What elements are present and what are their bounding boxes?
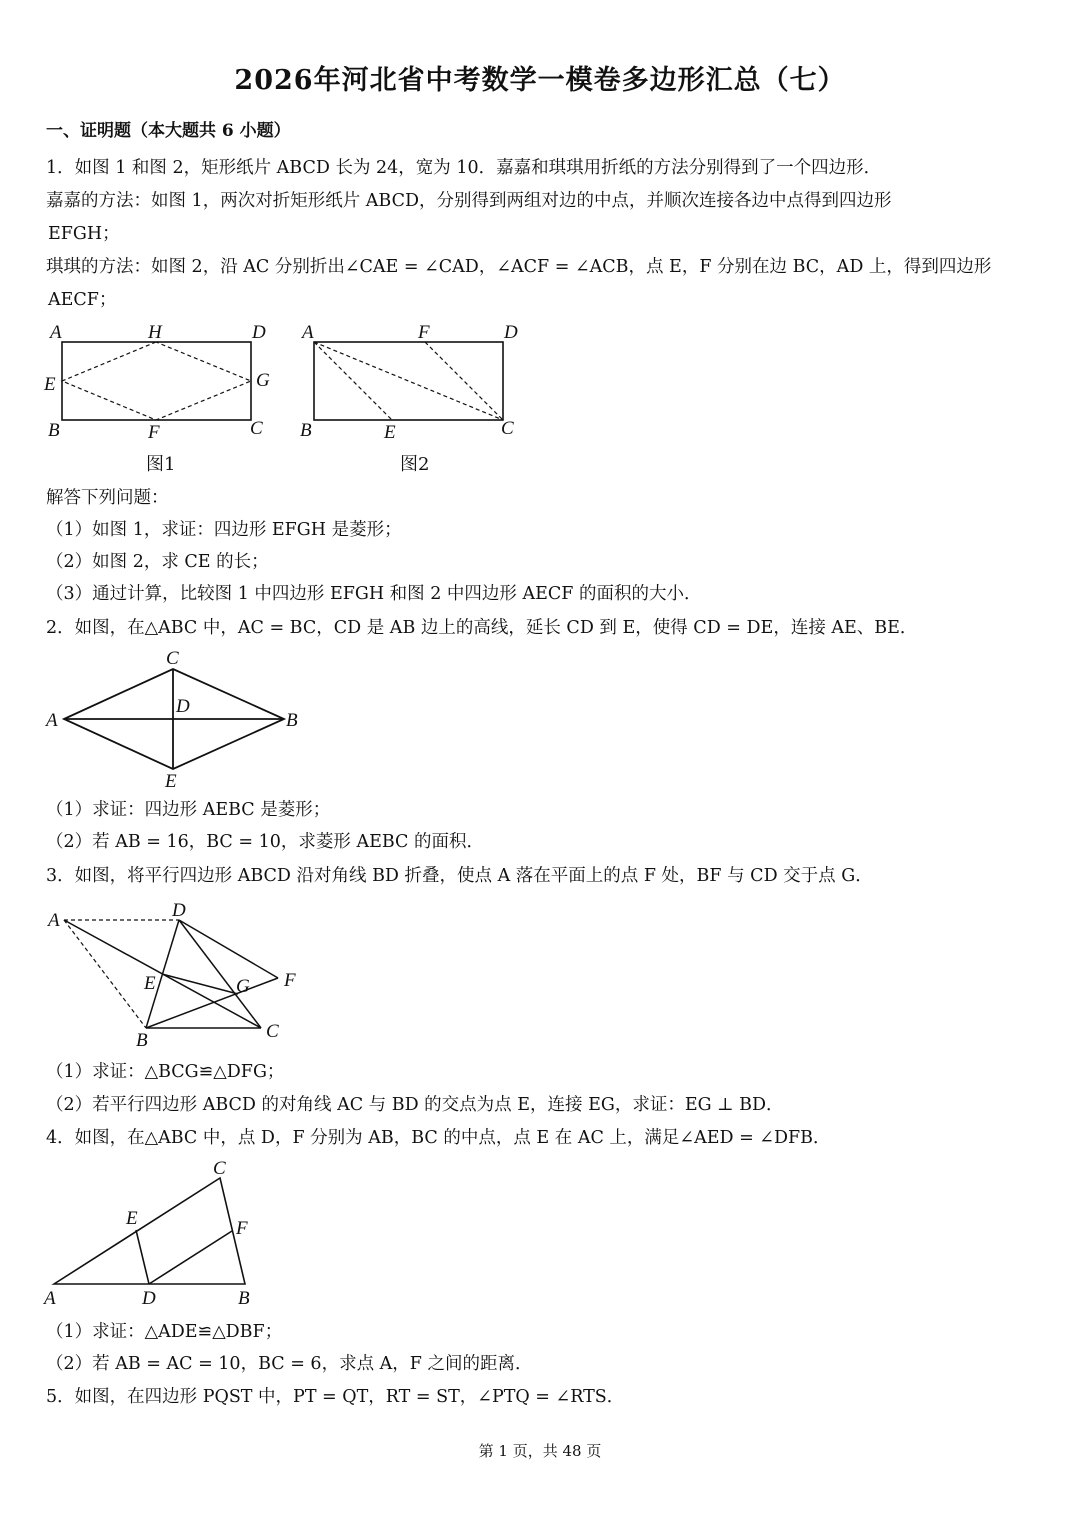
fig2-label-e: E xyxy=(384,422,396,443)
fig1-label-f: F xyxy=(148,422,160,443)
problem-1-instructions: 解答下列问题： xyxy=(46,488,169,508)
fig1-label-d: D xyxy=(252,322,266,343)
problem-4-part-1: （1）求证：△ADE≌△DBF； xyxy=(46,1322,283,1342)
problem-3-part-1: （1）求证：△BCG≌△DFG； xyxy=(46,1062,285,1082)
figure-5 xyxy=(40,1156,280,1316)
fig2-label-c: C xyxy=(501,418,514,439)
fig5-label-c: C xyxy=(213,1158,226,1179)
fig4-label-a: A xyxy=(48,910,60,931)
fig5-label-f: F xyxy=(236,1218,248,1239)
fig5-label-b: B xyxy=(238,1288,250,1309)
fig1-label-g: G xyxy=(256,370,270,391)
fig2-label-a: A xyxy=(302,322,314,343)
problem-1-part-3: （3）通过计算，比较图 1 中四边形 EFGH 和图 2 中四边形 AECF 的面积的大小． xyxy=(46,584,702,604)
fig1-label-e: E xyxy=(44,374,56,395)
fig2-caption: 图2 xyxy=(400,454,430,475)
fig3-label-a: A xyxy=(46,710,58,731)
fig5-label-d: D xyxy=(142,1288,156,1309)
problem-2-part-2: （2）若 AB = 16，BC = 10，求菱形 AEBC 的面积． xyxy=(46,832,484,852)
fig2-label-f: F xyxy=(418,322,430,343)
problem-1-part-2: （2）如图 2，求 CE 的长； xyxy=(46,552,269,572)
fig3-label-d: D xyxy=(176,696,190,717)
figure-1 xyxy=(40,318,280,478)
problem-2-part-1: （1）求证：四边形 AEBC 是菱形； xyxy=(46,800,331,820)
fig1-label-a: A xyxy=(50,322,62,343)
fig3-label-e: E xyxy=(165,771,177,792)
fig3-label-c: C xyxy=(166,648,179,669)
fig1-caption: 图1 xyxy=(146,454,176,475)
fig4-label-d: D xyxy=(172,900,186,921)
page-footer: 第 1 页，共 48 页 xyxy=(478,1442,602,1460)
fig2-label-b: B xyxy=(300,420,312,441)
problem-1-method-jiajia-cont: EFGH； xyxy=(48,224,120,244)
fig5-label-e: E xyxy=(126,1208,138,1229)
figure-3 xyxy=(40,644,320,794)
figure-4 xyxy=(40,898,320,1053)
fig4-label-f: F xyxy=(284,970,296,991)
page-title: 2026年河北省中考数学一模卷多边形汇总（七） xyxy=(234,65,846,96)
fig4-label-b: B xyxy=(136,1030,148,1051)
figure-2 xyxy=(296,318,536,478)
problem-4-part-2: （2）若 AB = AC = 10，BC = 6，求点 A，F 之间的距离． xyxy=(46,1354,533,1374)
fig1-label-b: B xyxy=(48,420,60,441)
problem-1-method-qiqi-cont: AECF； xyxy=(48,290,117,310)
section-heading: 一、证明题（本大题共 6 小题） xyxy=(46,121,291,141)
fig4-label-c: C xyxy=(266,1021,279,1042)
problem-5-stem: 5．如图，在四边形 PQST 中，PT = QT，RT = ST，∠PTQ = ∠RTS． xyxy=(46,1387,625,1407)
problem-4-stem: 4．如图，在△ABC 中，点 D，F 分别为 AB，BC 的中点，点 E 在 AC 上，满足∠AED = ∠DFB． xyxy=(46,1128,831,1148)
fig4-label-e: E xyxy=(144,973,156,994)
fig1-label-h: H xyxy=(148,322,162,343)
problem-1-method-jiajia: 嘉嘉的方法：如图 1，两次对折矩形纸片 ABCD，分别得到两组对边的中点，并顺次连接各边中点得到四边形 xyxy=(46,191,892,211)
problem-1-method-qiqi: 琪琪的方法：如图 2，沿 AC 分别折出∠CAE = ∠CAD，∠ACF = ∠ACB，点 E，F 分别在边 BC，AD 上，得到四边形 xyxy=(46,257,992,277)
fig4-label-g: G xyxy=(236,976,250,997)
problem-3-stem: 3．如图，将平行四边形 ABCD 沿对角线 BD 折叠，使点 A 落在平面上的点 F 处，BF 与 CD 交于点 G． xyxy=(46,866,873,886)
fig1-label-c: C xyxy=(250,418,263,439)
problem-1-stem: 1．如图 1 和图 2，矩形纸片 ABCD 长为 24，宽为 10．嘉嘉和琪琪用折纸的方法分别得到了一个四边形． xyxy=(46,158,882,178)
fig5-label-a: A xyxy=(44,1288,56,1309)
fig2-label-d: D xyxy=(504,322,518,343)
problem-3-part-2: （2）若平行四边形 ABCD 的对角线 AC 与 BD 的交点为点 E，连接 EG，求证：EG ⊥ BD． xyxy=(46,1095,784,1115)
problem-2-stem: 2．如图，在△ABC 中，AC = BC，CD 是 AB 边上的高线，延长 CD 到 E，使得 CD = DE，连接 AE、BE． xyxy=(46,618,918,638)
fig3-label-b: B xyxy=(286,710,298,731)
problem-1-part-1: （1）如图 1，求证：四边形 EFGH 是菱形； xyxy=(46,520,402,540)
